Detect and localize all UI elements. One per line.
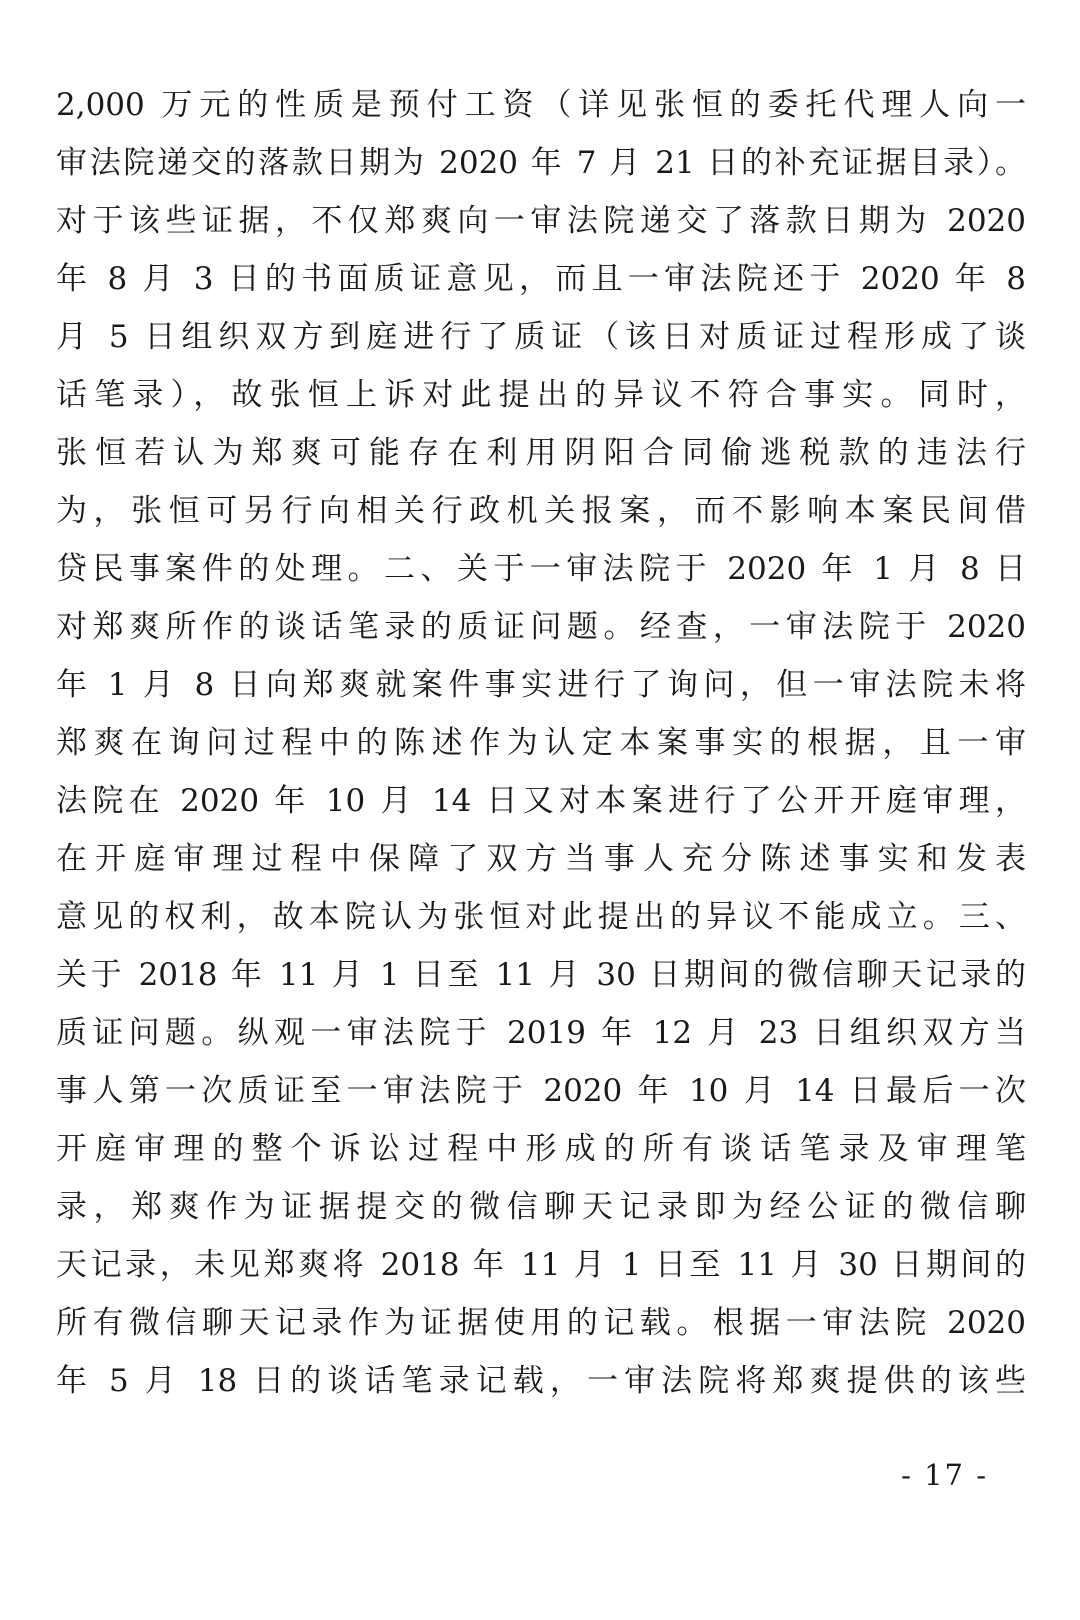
page-number: - 17 - bbox=[901, 1458, 988, 1492]
text-line: 关于 2018 年 11 月 1 日至 11 月 30 日期间的微信聊天记录的 bbox=[56, 957, 1026, 993]
text-line: 事人第一次质证至一审法院于 2020 年 10 月 14 日最后一次 bbox=[56, 1073, 1026, 1109]
text-line: 年 5 月 18 日的谈话笔录记载，一审法院将郑爽提供的该些 bbox=[56, 1363, 1026, 1399]
text-line: 2,000 万元的性质是预付工资（详见张恒的委托代理人向一 bbox=[56, 87, 1026, 123]
text-line: 张恒若认为郑爽可能存在利用阴阳合同偷逃税款的违法行 bbox=[56, 435, 1026, 471]
text-line: 话笔录），故张恒上诉对此提出的异议不符合事实。同时， bbox=[56, 377, 1026, 413]
body-text bbox=[56, 76, 1026, 1410]
text-line: 对于该些证据，不仅郑爽向一审法院递交了落款日期为 2020 bbox=[56, 203, 1026, 239]
text-line: 录，郑爽作为证据提交的微信聊天记录即为经公证的微信聊 bbox=[56, 1189, 1026, 1225]
text-line: 为，张恒可另行向相关行政机关报案，而不影响本案民间借 bbox=[56, 493, 1026, 529]
text-line: 开庭审理的整个诉讼过程中形成的所有谈话笔录及审理笔 bbox=[56, 1131, 1026, 1167]
text-line: 对郑爽所作的谈话笔录的质证问题。经查，一审法院于 2020 bbox=[56, 609, 1026, 645]
text-line: 在开庭审理过程中保障了双方当事人充分陈述事实和发表 bbox=[56, 841, 1026, 877]
text-line: 月 5 日组织双方到庭进行了质证（该日对质证过程形成了谈 bbox=[56, 319, 1026, 355]
text-line: 所有微信聊天记录作为证据使用的记载。根据一审法院 2020 bbox=[56, 1305, 1026, 1341]
text-line: 审法院递交的落款日期为 2020 年 7 月 21 日的补充证据目录）。 bbox=[56, 145, 1026, 181]
text-line: 法院在 2020 年 10 月 14 日又对本案进行了公开开庭审理， bbox=[56, 783, 1026, 819]
text-line: 意见的权利，故本院认为张恒对此提出的异议不能成立。三、 bbox=[56, 899, 1026, 935]
text-line: 郑爽在询问过程中的陈述作为认定本案事实的根据，且一审 bbox=[56, 725, 1026, 761]
text-line: 贷民事案件的处理。二、关于一审法院于 2020 年 1 月 8 日 bbox=[56, 551, 1026, 587]
text-line: 年 1 月 8 日向郑爽就案件事实进行了询问，但一审法院未将 bbox=[56, 667, 1026, 703]
text-line: 质证问题。纵观一审法院于 2019 年 12 月 23 日组织双方当 bbox=[56, 1015, 1026, 1051]
text-line: 天记录，未见郑爽将 2018 年 11 月 1 日至 11 月 30 日期间的 bbox=[56, 1247, 1026, 1283]
text-line: 年 8 月 3 日的书面质证意见，而且一审法院还于 2020 年 8 bbox=[56, 261, 1026, 297]
